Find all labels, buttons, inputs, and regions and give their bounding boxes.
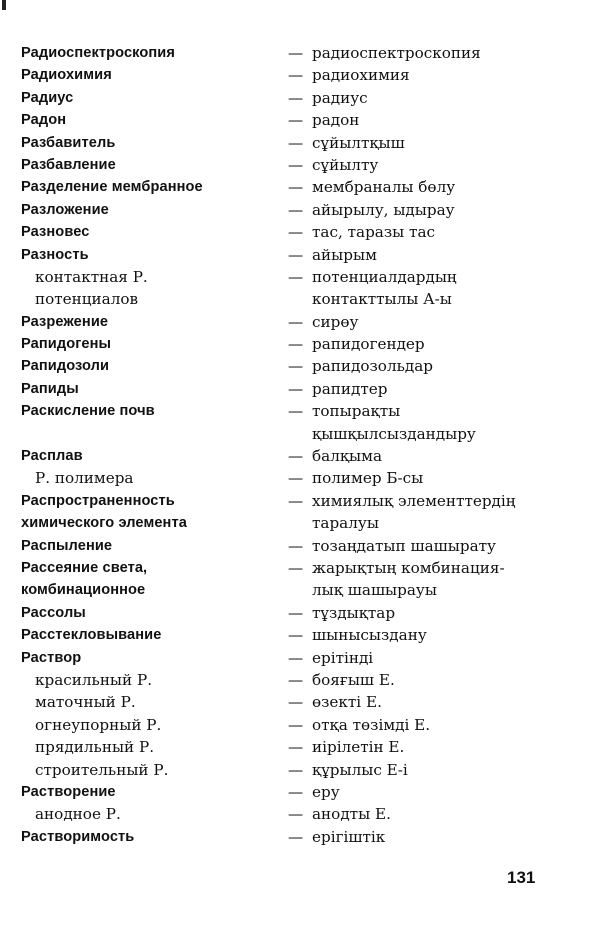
entry-term: красильный Р. (35, 670, 153, 689)
entry-translation: сирөу (312, 312, 359, 331)
entry-dash: — (288, 357, 304, 376)
entry-dash: — (288, 648, 304, 667)
entry-term: комбинационное (21, 582, 146, 599)
entry-translation: бояғыш Е. (312, 670, 395, 689)
entry-term: Рассеяние света, (21, 559, 148, 576)
dictionary-entry (21, 333, 581, 355)
entry-translation: топырақты (312, 402, 401, 421)
dictionary-entry (21, 109, 581, 131)
entry-dash: — (288, 827, 304, 846)
entry-dash: — (288, 447, 304, 466)
entry-translation: қышқылсыздандыру (312, 424, 476, 443)
entry-dash: — (288, 267, 304, 286)
dictionary-list (21, 42, 581, 848)
dictionary-entry (21, 781, 581, 803)
dictionary-entry (21, 244, 581, 266)
entry-dash (288, 423, 312, 445)
entry-term: Радон (21, 112, 67, 129)
entry-dash: — (288, 155, 304, 174)
entry-dash: — (288, 245, 304, 264)
entry-translation: айырылу, ыдырау (312, 200, 455, 219)
entry-translation: тозаңдатып шашырату (312, 536, 496, 555)
entry-term: Разбавление (21, 156, 116, 173)
entry-translation: тас, таразы тас (312, 223, 436, 242)
entry-dash: — (288, 88, 304, 107)
entry-translation: контакттылы А-ы (312, 290, 452, 309)
entry-translation: құрылыс Е-і (312, 760, 408, 779)
entry-translation: иірілетін Е. (312, 738, 405, 757)
entry-translation: жарықтың комбинация- (312, 558, 505, 577)
entry-translation: радиохимия (312, 66, 410, 85)
entry-dash: — (288, 715, 304, 734)
entry-term: строительный Р. (35, 760, 169, 779)
entry-translation: отқа төзімді Е. (312, 715, 431, 734)
dictionary-entry (21, 199, 581, 221)
entry-term: анодное Р. (35, 805, 121, 824)
entry-term: Растворение (21, 783, 116, 800)
entry-dash: — (288, 558, 304, 577)
entry-translation: таралуы (312, 514, 379, 533)
entry-term: Растворимость (21, 828, 135, 845)
dictionary-entry (21, 64, 581, 86)
entry-translation: өзекті Е. (312, 693, 382, 712)
entry-dash: — (288, 536, 304, 555)
entry-dash: — (288, 312, 304, 331)
dictionary-entry (21, 490, 581, 512)
entry-translation: тұздықтар (312, 603, 396, 622)
entry-translation: лық шашырауы (312, 581, 437, 600)
entry-translation: анодты Е. (312, 805, 391, 824)
dictionary-entry (21, 647, 581, 669)
entry-translation: полимер Б-сы (312, 469, 424, 488)
entry-dash: — (288, 805, 304, 824)
dictionary-entry (21, 714, 581, 736)
entry-term: Раскисление почв (21, 403, 155, 420)
entry-translation: шынысыздану (312, 626, 427, 645)
entry-translation: рапидогендер (312, 335, 425, 354)
entry-translation: рапидозольдар (312, 357, 433, 376)
entry-dash: — (288, 335, 304, 354)
entry-term: Распространенность (21, 492, 175, 509)
entry-term: химического элемента (21, 515, 187, 532)
entry-dash (288, 512, 312, 534)
dictionary-entry (21, 736, 581, 758)
entry-dash: — (288, 603, 304, 622)
entry-translation: потенциалдардың (312, 267, 457, 286)
entry-term: Радиус (21, 89, 74, 106)
entry-term: Разложение (21, 201, 109, 218)
entry-translation: балқыма (312, 447, 383, 466)
entry-term: Разновес (21, 224, 90, 241)
entry-translation: еру (312, 782, 340, 801)
dictionary-entry (21, 803, 581, 825)
dictionary-entry (21, 400, 581, 422)
entry-dash: — (288, 738, 304, 757)
dictionary-entry (21, 266, 581, 288)
dictionary-entry (21, 691, 581, 713)
dictionary-entry (21, 221, 581, 243)
entry-translation: сұйылтқыш (312, 133, 405, 152)
entry-dash (288, 579, 312, 601)
entry-term: Разность (21, 246, 89, 263)
entry-dash: — (288, 491, 304, 510)
entry-translation: радон (312, 111, 360, 130)
entry-translation: ерітінді (312, 648, 374, 667)
dictionary-entry (21, 512, 581, 534)
entry-dash: — (288, 670, 304, 689)
dictionary-entry (21, 759, 581, 781)
entry-term: контактная Р. (35, 267, 148, 286)
dictionary-entry (21, 602, 581, 624)
entry-translation: радиоспектроскопия (312, 44, 481, 62)
entry-dash: — (288, 44, 304, 62)
dictionary-entry (21, 423, 581, 445)
entry-dash: — (288, 111, 304, 130)
entry-dash: — (288, 178, 304, 197)
entry-dash: — (288, 782, 304, 801)
entry-translation: ерігіштік (312, 827, 386, 846)
dictionary-entry (21, 42, 581, 64)
dictionary-entry (21, 311, 581, 333)
entry-translation: сұйылту (312, 155, 379, 174)
dictionary-entry (21, 467, 581, 489)
entry-term: потенциалов (35, 290, 139, 309)
dictionary-entry (21, 132, 581, 154)
entry-term: прядильный Р. (35, 738, 155, 757)
entry-dash: — (288, 133, 304, 152)
entry-dash: — (288, 223, 304, 242)
entry-translation: радиус (312, 88, 368, 107)
entry-dash (288, 288, 312, 310)
entry-term: Разбавитель (21, 134, 116, 151)
entry-term: Р. полимера (35, 469, 134, 488)
entry-translation: айырым (312, 245, 377, 264)
entry-term: Рапидозоли (21, 358, 110, 375)
dictionary-entry (21, 176, 581, 198)
entry-term: Расстекловывание (21, 627, 162, 644)
entry-dash: — (288, 469, 304, 488)
entry-dash: — (288, 66, 304, 85)
entry-dash: — (288, 402, 304, 421)
dictionary-entry (21, 579, 581, 601)
dictionary-entry (21, 445, 581, 467)
entry-term: Расплав (21, 448, 83, 465)
dictionary-entry (21, 557, 581, 579)
page-number: 131 (507, 868, 536, 887)
dictionary-entry (21, 669, 581, 691)
entry-term: Разделение мембранное (21, 179, 203, 196)
entry-term: Распыление (21, 537, 113, 554)
entry-translation: мембраналы бөлу (312, 178, 456, 197)
dictionary-entry (21, 288, 581, 310)
entry-term: Разрежение (21, 313, 109, 330)
entry-term: маточный Р. (35, 693, 136, 712)
dictionary-entry (21, 826, 581, 848)
dictionary-entry (21, 355, 581, 377)
dictionary-entry (21, 378, 581, 400)
dictionary-entry (21, 87, 581, 109)
dictionary-entry (21, 624, 581, 646)
entry-term: Рапиды (21, 380, 79, 397)
entry-term: огнеупорный Р. (35, 715, 162, 734)
entry-dash: — (288, 760, 304, 779)
dictionary-entry (21, 535, 581, 557)
entry-dash: — (288, 626, 304, 645)
dictionary-entry (21, 154, 581, 176)
entry-term: Радиохимия (21, 67, 112, 84)
entry-term: Рапидогены (21, 336, 112, 353)
entry-translation: рапидтер (312, 379, 388, 398)
entry-translation: химиялық элементтердің (312, 491, 516, 510)
entry-term (21, 423, 288, 445)
corner-mark (2, 0, 6, 10)
entry-term: Радиоспектроскопия (21, 45, 175, 61)
entry-dash: — (288, 693, 304, 712)
entry-dash: — (288, 200, 304, 219)
entry-term: Рассолы (21, 604, 86, 621)
entry-dash: — (288, 379, 304, 398)
entry-term: Раствор (21, 649, 82, 666)
